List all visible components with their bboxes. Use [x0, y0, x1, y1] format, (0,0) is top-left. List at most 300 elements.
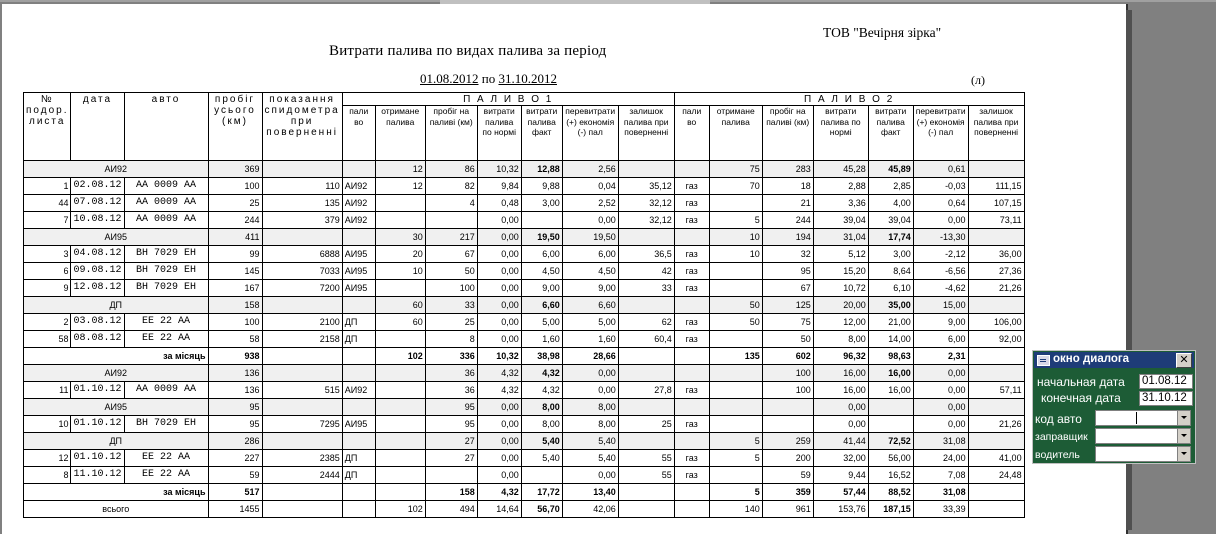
- col-header-fuel2-type: пали во: [674, 106, 709, 161]
- table-cell: 106,00: [968, 314, 1024, 331]
- table-cell: 5: [709, 484, 762, 501]
- table-cell: 2385: [262, 450, 342, 467]
- table-cell: АИ92: [342, 212, 375, 229]
- group-row: [24, 161, 1025, 178]
- table-cell: [709, 280, 762, 297]
- table-cell: [618, 433, 674, 450]
- table-cell: 379: [262, 212, 342, 229]
- unit-label: (л): [971, 73, 985, 87]
- table-cell: 602: [762, 348, 813, 365]
- table-cell: 12,00: [813, 314, 868, 331]
- table-cell: 0,00: [562, 365, 618, 382]
- table-cell: 31,08: [913, 484, 968, 501]
- table-cell: 95: [425, 399, 477, 416]
- report-page: [2, 4, 1128, 534]
- cell-date: 01.10.12: [71, 450, 124, 467]
- report-period: [420, 71, 557, 87]
- table-cell: 5: [709, 450, 762, 467]
- fueler-label: заправщик: [1035, 431, 1088, 443]
- table-cell: 0,00: [562, 382, 618, 399]
- table-cell: 9,00: [913, 314, 968, 331]
- table-cell: 95: [208, 416, 262, 433]
- row-label: АИ92: [24, 365, 209, 382]
- col-header-car: авто: [124, 93, 208, 161]
- table-cell: 8,00: [521, 416, 562, 433]
- table-cell: 9,00: [562, 280, 618, 297]
- row-label: всього: [24, 501, 209, 518]
- table-cell: 5,40: [562, 433, 618, 450]
- table-cell: 0,48: [477, 195, 521, 212]
- table-cell: АИ95: [342, 263, 375, 280]
- table-cell: [375, 280, 425, 297]
- table-cell: 25: [618, 416, 674, 433]
- cell-num: 8: [24, 467, 71, 484]
- period-to: 31.10.2012: [498, 71, 557, 86]
- table-cell: 6,10: [868, 280, 913, 297]
- table-row: [24, 450, 1025, 467]
- cell-car: АА 0009 АА: [124, 178, 208, 195]
- table-cell: 2,31: [913, 348, 968, 365]
- start-date-input[interactable]: 01.08.12: [1139, 374, 1193, 389]
- table-cell: 33: [618, 280, 674, 297]
- table-cell: [674, 399, 709, 416]
- table-cell: 12: [375, 178, 425, 195]
- table-cell: 13,40: [562, 484, 618, 501]
- text-caret: [1136, 412, 1137, 424]
- table-row: [24, 331, 1025, 348]
- table-cell: 4,32: [521, 382, 562, 399]
- table-cell: 32: [762, 246, 813, 263]
- table-cell: 14,00: [868, 331, 913, 348]
- table-cell: [342, 229, 375, 246]
- close-icon[interactable]: ✕: [1176, 353, 1192, 368]
- table-cell: [674, 161, 709, 178]
- cell-date: 08.08.12: [71, 331, 124, 348]
- table-cell: 0,00: [477, 433, 521, 450]
- table-cell: [762, 399, 813, 416]
- table-cell: 0,00: [913, 382, 968, 399]
- table-cell: 67: [425, 246, 477, 263]
- table-cell: 0,00: [813, 399, 868, 416]
- table-cell: [425, 467, 477, 484]
- table-cell: 5,00: [521, 314, 562, 331]
- row-label: ДП: [24, 433, 209, 450]
- table-cell: 4,50: [521, 263, 562, 280]
- col-header-fuel2-remainder: залишок палива при поверненні: [968, 106, 1024, 161]
- chevron-down-icon[interactable]: [1177, 411, 1190, 425]
- table-cell: 39,04: [813, 212, 868, 229]
- table-cell: 0,00: [913, 416, 968, 433]
- table-cell: 98,63: [868, 348, 913, 365]
- table-cell: 25: [208, 195, 262, 212]
- month-total-row: [24, 484, 1025, 501]
- table-cell: 73,11: [968, 212, 1024, 229]
- table-cell: [342, 365, 375, 382]
- table-cell: 515: [262, 382, 342, 399]
- table-cell: 75: [709, 161, 762, 178]
- table-cell: 16,52: [868, 467, 913, 484]
- col-header-num: № подор. листа: [24, 93, 71, 161]
- table-cell: 60: [375, 297, 425, 314]
- table-cell: 33,39: [913, 501, 968, 518]
- table-cell: газ: [674, 467, 709, 484]
- table-cell: [375, 399, 425, 416]
- table-row: [24, 280, 1025, 297]
- table-cell: 6,00: [521, 246, 562, 263]
- table-cell: газ: [674, 178, 709, 195]
- table-cell: -2,12: [913, 246, 968, 263]
- table-cell: 4: [425, 195, 477, 212]
- table-cell: 7200: [262, 280, 342, 297]
- cell-date: 07.08.12: [71, 195, 124, 212]
- table-cell: 517: [208, 484, 262, 501]
- table-cell: [709, 467, 762, 484]
- table-cell: 5,40: [521, 433, 562, 450]
- table-cell: 30: [375, 229, 425, 246]
- table-cell: [375, 195, 425, 212]
- company-name: ТОВ "Вечірня зірка": [823, 25, 942, 40]
- chevron-down-icon[interactable]: [1177, 429, 1190, 443]
- group-row: [24, 399, 1025, 416]
- cell-num: 44: [24, 195, 71, 212]
- table-cell: 359: [762, 484, 813, 501]
- table-cell: 8,00: [521, 399, 562, 416]
- table-cell: [618, 365, 674, 382]
- table-cell: 2444: [262, 467, 342, 484]
- table-cell: [342, 501, 375, 518]
- table-row: [24, 178, 1025, 195]
- table-cell: 200: [762, 450, 813, 467]
- table-cell: 95: [208, 399, 262, 416]
- chevron-down-icon[interactable]: [1177, 447, 1190, 461]
- table-cell: газ: [674, 195, 709, 212]
- table-cell: 38,98: [521, 348, 562, 365]
- table-cell: 0,00: [477, 314, 521, 331]
- table-cell: [968, 297, 1024, 314]
- table-cell: 135: [709, 348, 762, 365]
- row-label: за місяць: [24, 484, 209, 501]
- table-cell: 45,28: [813, 161, 868, 178]
- col-header-date: дата: [71, 93, 124, 161]
- table-cell: [674, 501, 709, 518]
- table-cell: 7295: [262, 416, 342, 433]
- dialog-title: окно диалога: [1053, 353, 1130, 365]
- period-from: 01.08.2012: [420, 71, 479, 86]
- table-cell: 8,00: [562, 416, 618, 433]
- cell-car: ВН 7029 ЕН: [124, 280, 208, 297]
- table-cell: [968, 348, 1024, 365]
- table-cell: 2,56: [562, 161, 618, 178]
- table-cell: 42,06: [562, 501, 618, 518]
- table-cell: газ: [674, 212, 709, 229]
- table-cell: 99: [208, 246, 262, 263]
- table-cell: 2,88: [813, 178, 868, 195]
- table-cell: 36: [425, 365, 477, 382]
- table-cell: 0,00: [913, 365, 968, 382]
- dialog-window: [1032, 350, 1196, 464]
- table-cell: 59: [762, 467, 813, 484]
- table-cell: 1,60: [562, 331, 618, 348]
- table-cell: 41,00: [968, 450, 1024, 467]
- table-cell: 95: [425, 416, 477, 433]
- table-cell: 95: [762, 263, 813, 280]
- table-cell: 167: [208, 280, 262, 297]
- table-cell: [262, 433, 342, 450]
- col-header-fuel1-received: отримане палива: [375, 106, 425, 161]
- table-cell: [709, 382, 762, 399]
- table-cell: [342, 161, 375, 178]
- table-cell: [262, 161, 342, 178]
- table-cell: 50: [709, 314, 762, 331]
- col-header-fuel1-fact: витрати палива факт: [521, 106, 562, 161]
- table-cell: [262, 484, 342, 501]
- cell-car: АА 0009 АА: [124, 195, 208, 212]
- col-header-fuel2-norm: витрати палива по нормі: [813, 106, 868, 161]
- table-cell: 15,00: [913, 297, 968, 314]
- table-cell: [342, 399, 375, 416]
- driver-combobox[interactable]: [1095, 446, 1191, 462]
- table-cell: 336: [425, 348, 477, 365]
- col-header-fuel1-overrun: перевитрати (+) економія (-) пал: [562, 106, 618, 161]
- table-cell: 8,00: [562, 399, 618, 416]
- table-cell: АИ92: [342, 195, 375, 212]
- table-cell: 57,44: [813, 484, 868, 501]
- cell-num: 3: [24, 246, 71, 263]
- table-cell: [674, 229, 709, 246]
- table-cell: 27,8: [618, 382, 674, 399]
- table-cell: [521, 212, 562, 229]
- table-cell: 41,44: [813, 433, 868, 450]
- table-cell: 158: [425, 484, 477, 501]
- group-row: [24, 365, 1025, 382]
- table-cell: 938: [208, 348, 262, 365]
- cell-car: ВН 7029 ЕН: [124, 416, 208, 433]
- table-cell: 10: [375, 263, 425, 280]
- table-cell: АИ95: [342, 246, 375, 263]
- table-row: [24, 212, 1025, 229]
- table-cell: 19,50: [521, 229, 562, 246]
- table-cell: 140: [709, 501, 762, 518]
- table-cell: газ: [674, 246, 709, 263]
- table-row: [24, 416, 1025, 433]
- table-cell: 20,00: [813, 297, 868, 314]
- col-header-fuel2-mileage: пробіг на паливі (км): [762, 106, 813, 161]
- end-date-input[interactable]: 31.10.12: [1139, 391, 1193, 406]
- table-cell: [968, 365, 1024, 382]
- cell-car: АА 0009 АА: [124, 212, 208, 229]
- table-cell: 0,00: [913, 212, 968, 229]
- group-row: [24, 229, 1025, 246]
- table-cell: [375, 484, 425, 501]
- table-cell: [342, 297, 375, 314]
- col-header-mileage-total: пробіг усього (км): [208, 93, 262, 161]
- table-cell: 227: [208, 450, 262, 467]
- table-cell: 50: [425, 263, 477, 280]
- table-cell: 15,20: [813, 263, 868, 280]
- table-cell: 0,00: [477, 263, 521, 280]
- table-cell: [521, 467, 562, 484]
- cell-num: 11: [24, 382, 71, 399]
- table-cell: 3,36: [813, 195, 868, 212]
- table-row: [24, 382, 1025, 399]
- table-cell: [674, 297, 709, 314]
- table-cell: 100: [208, 178, 262, 195]
- table-cell: АИ95: [342, 416, 375, 433]
- table-cell: газ: [674, 314, 709, 331]
- table-cell: 4,32: [477, 484, 521, 501]
- table-cell: 286: [208, 433, 262, 450]
- table-cell: [709, 416, 762, 433]
- table-cell: газ: [674, 331, 709, 348]
- table-cell: 0,61: [913, 161, 968, 178]
- table-cell: [262, 348, 342, 365]
- table-cell: газ: [674, 280, 709, 297]
- table-cell: 16,00: [813, 365, 868, 382]
- table-cell: 0,00: [477, 280, 521, 297]
- cell-date: 12.08.12: [71, 280, 124, 297]
- cell-date: 01.10.12: [71, 416, 124, 433]
- col-header-fuel2-received: отримане палива: [709, 106, 762, 161]
- table-cell: 32,00: [813, 450, 868, 467]
- table-cell: 2,52: [562, 195, 618, 212]
- table-cell: газ: [674, 416, 709, 433]
- table-cell: 27: [425, 433, 477, 450]
- table-cell: 88,52: [868, 484, 913, 501]
- table-cell: 0,04: [562, 178, 618, 195]
- table-cell: [618, 297, 674, 314]
- dialog-titlebar[interactable]: [1034, 352, 1194, 368]
- table-cell: 86: [425, 161, 477, 178]
- table-cell: 4,32: [477, 365, 521, 382]
- table-cell: 4,32: [477, 382, 521, 399]
- table-cell: [968, 229, 1024, 246]
- table-cell: 0,64: [913, 195, 968, 212]
- cell-num: 10: [24, 416, 71, 433]
- table-cell: [618, 229, 674, 246]
- table-cell: [425, 212, 477, 229]
- cell-num: 58: [24, 331, 71, 348]
- table-cell: 110: [262, 178, 342, 195]
- table-cell: 8: [425, 331, 477, 348]
- table-cell: ДП: [342, 467, 375, 484]
- cell-car: ЕЕ 22 АА: [124, 314, 208, 331]
- table-cell: [375, 365, 425, 382]
- table-cell: 6,00: [913, 331, 968, 348]
- table-cell: газ: [674, 450, 709, 467]
- table-cell: 62: [618, 314, 674, 331]
- table-cell: 45,89: [868, 161, 913, 178]
- table-cell: [868, 416, 913, 433]
- table-cell: 5,12: [813, 246, 868, 263]
- cell-num: 2: [24, 314, 71, 331]
- row-label: АИ95: [24, 399, 209, 416]
- table-cell: 136: [208, 365, 262, 382]
- table-cell: 35,12: [618, 178, 674, 195]
- table-cell: 21,26: [968, 280, 1024, 297]
- table-cell: ДП: [342, 314, 375, 331]
- table-cell: [375, 212, 425, 229]
- table-cell: 17,72: [521, 484, 562, 501]
- window-icon: [1037, 355, 1050, 366]
- table-cell: 35,00: [868, 297, 913, 314]
- table-cell: 33: [425, 297, 477, 314]
- table-cell: 0,00: [477, 450, 521, 467]
- col-header-fuel2-fact: витрати палива факт: [868, 106, 913, 161]
- table-cell: 12,88: [521, 161, 562, 178]
- table-cell: 67: [762, 280, 813, 297]
- table-cell: 96,32: [813, 348, 868, 365]
- table-cell: 153,76: [813, 501, 868, 518]
- table-cell: 60: [375, 314, 425, 331]
- table-cell: [342, 348, 375, 365]
- table-cell: 42: [618, 263, 674, 280]
- table-cell: 8,64: [868, 263, 913, 280]
- table-cell: [262, 297, 342, 314]
- table-cell: 32,12: [618, 195, 674, 212]
- table-cell: 1,60: [521, 331, 562, 348]
- table-cell: 1455: [208, 501, 262, 518]
- table-cell: [709, 195, 762, 212]
- col-header-fuel2-overrun: перевитрати (+) економія (-) пал: [913, 106, 968, 161]
- table-cell: 5: [709, 212, 762, 229]
- car-code-combobox[interactable]: [1095, 410, 1191, 426]
- table-cell: 2,85: [868, 178, 913, 195]
- table-cell: 2158: [262, 331, 342, 348]
- group-header-fuel2: П А Л И В О 2: [674, 93, 1024, 106]
- table-cell: 12: [375, 161, 425, 178]
- table-cell: 0,00: [477, 246, 521, 263]
- table-cell: 100: [425, 280, 477, 297]
- cell-num: 9: [24, 280, 71, 297]
- table-cell: [968, 161, 1024, 178]
- table-cell: [709, 263, 762, 280]
- table-cell: 24,00: [913, 450, 968, 467]
- table-cell: 58: [208, 331, 262, 348]
- fueler-combobox[interactable]: [1095, 428, 1191, 444]
- table-cell: [709, 331, 762, 348]
- driver-label: водитель: [1035, 449, 1080, 461]
- row-label: ДП: [24, 297, 209, 314]
- table-cell: 494: [425, 501, 477, 518]
- table-cell: 217: [425, 229, 477, 246]
- table-cell: 6,60: [562, 297, 618, 314]
- table-cell: 145: [208, 263, 262, 280]
- cell-date: 02.08.12: [71, 178, 124, 195]
- cell-car: ЕЕ 22 АА: [124, 331, 208, 348]
- table-row: [24, 314, 1025, 331]
- table-cell: 27: [425, 450, 477, 467]
- month-total-row: [24, 348, 1025, 365]
- table-row: [24, 263, 1025, 280]
- table-cell: [674, 433, 709, 450]
- table-cell: 10,72: [813, 280, 868, 297]
- start-date-label: начальная дата: [1037, 375, 1125, 389]
- table-cell: [618, 348, 674, 365]
- table-cell: 14,64: [477, 501, 521, 518]
- period-separator: по: [481, 71, 496, 86]
- table-cell: 7033: [262, 263, 342, 280]
- table-cell: [618, 501, 674, 518]
- table-cell: 9,44: [813, 467, 868, 484]
- table-cell: -6,56: [913, 263, 968, 280]
- table-cell: [674, 484, 709, 501]
- table-cell: [618, 161, 674, 178]
- table-cell: 82: [425, 178, 477, 195]
- table-cell: 6,60: [521, 297, 562, 314]
- table-cell: 56,00: [868, 450, 913, 467]
- table-cell: 8,00: [813, 331, 868, 348]
- table-cell: 16,00: [868, 382, 913, 399]
